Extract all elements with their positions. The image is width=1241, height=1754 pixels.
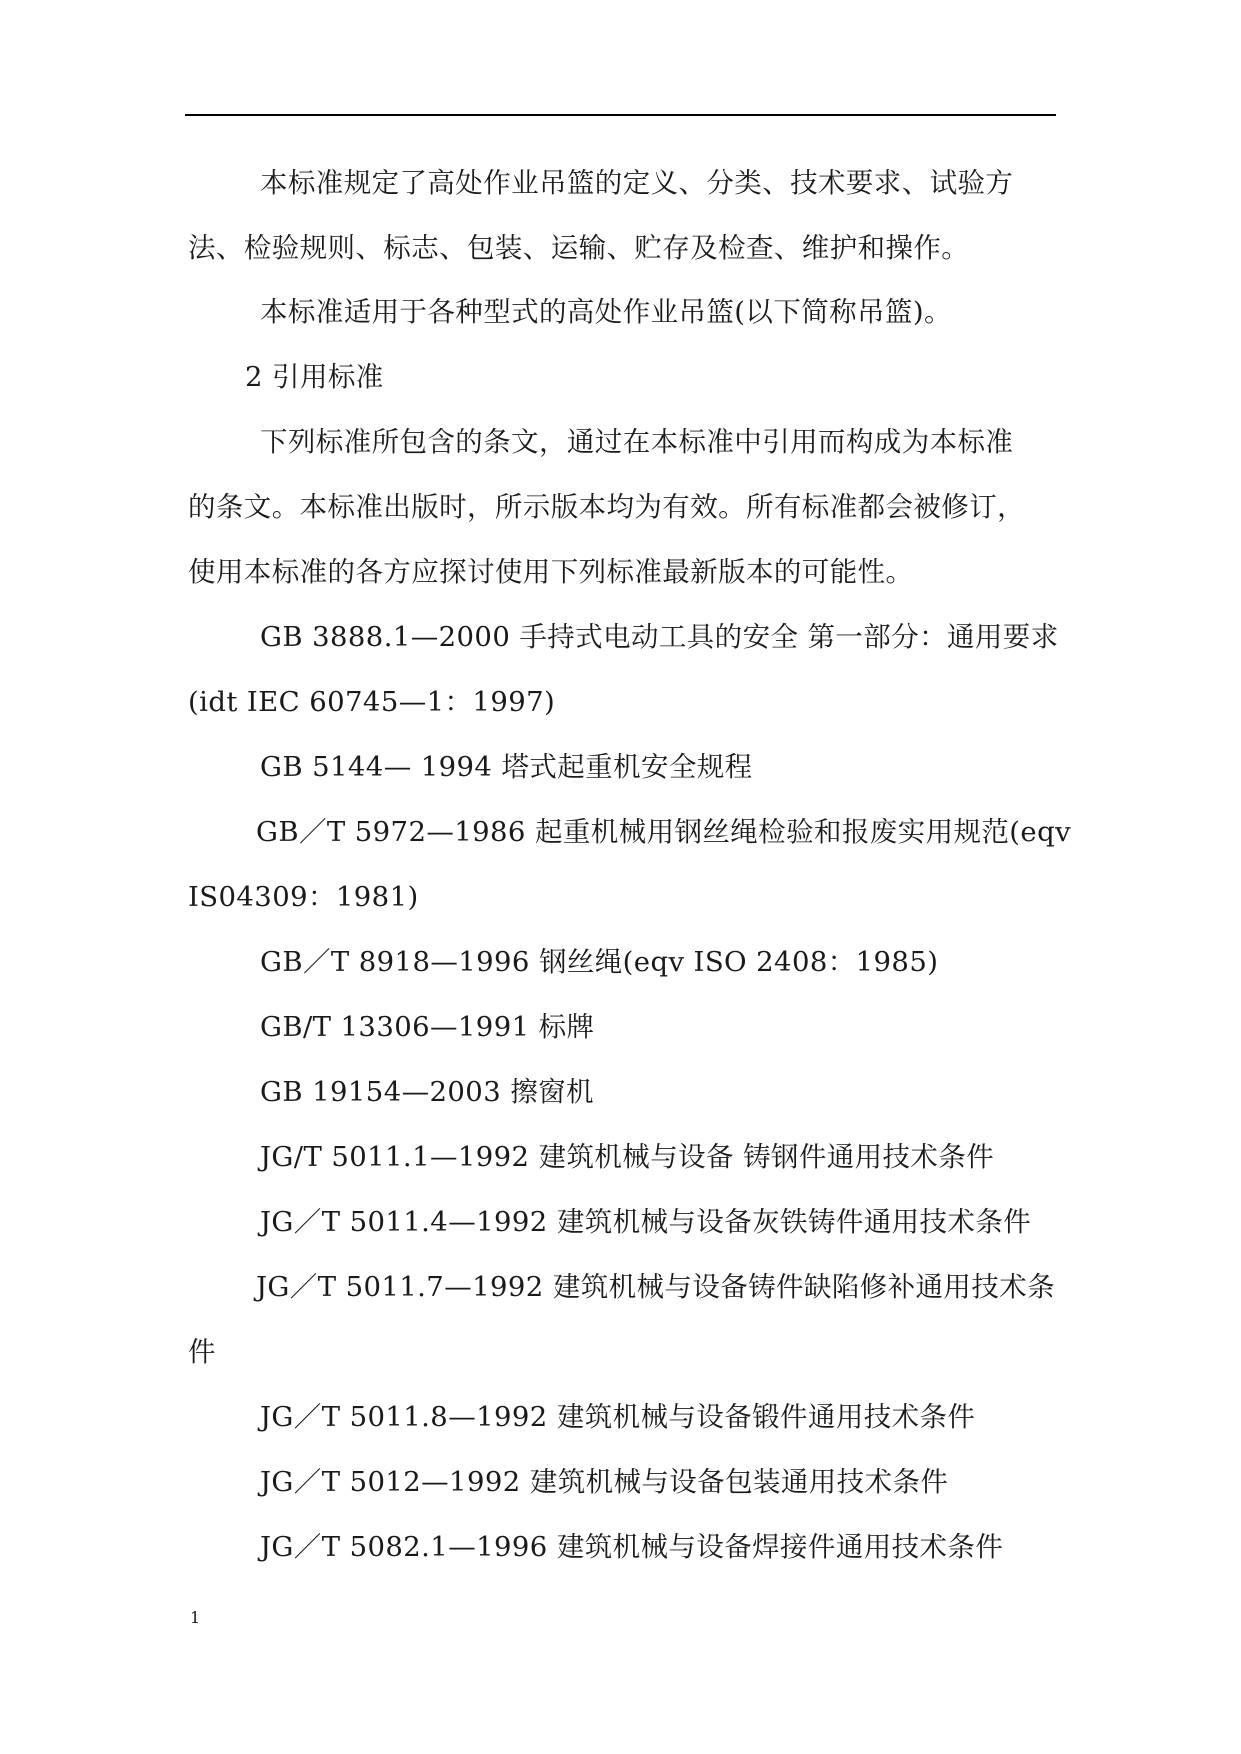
reference-item: JG／T 5012—1992 建筑机械与设备包装通用技术条件: [260, 1466, 949, 1498]
reference-item: GB 3888.1—2000 手持式电动工具的安全 第一部分：通用要求: [260, 621, 1059, 653]
reference-item: GB/T 13306—1991 标牌: [260, 1011, 595, 1043]
reference-item: JG／T 5011.4—1992 建筑机械与设备灰铁铸件通用技术条件: [260, 1206, 1032, 1238]
reference-item-continuation: (idt IEC 60745—1：1997): [188, 686, 556, 718]
paragraph-references-line-2: 的条文。本标准出版时，所示版本均为有效。所有标准都会被修订，: [188, 491, 1025, 523]
paragraph-scope-line-2: 法、检验规则、标志、包装、运输、贮存及检查、维护和操作。: [188, 232, 970, 264]
reference-item: JG／T 5082.1—1996 建筑机械与设备焊接件通用技术条件: [260, 1531, 1004, 1563]
reference-item: GB／T 8918—1996 钢丝绳(eqv ISO 2408：1985): [260, 946, 939, 978]
page-number: 1: [190, 1608, 201, 1627]
reference-item: GB／T 5972—1986 起重机械用钢丝绳检验和报废实用规范(eqv: [256, 816, 1072, 848]
paragraph-applicability: 本标准适用于各种型式的高处作业吊篮(以下简称吊篮)。: [260, 296, 952, 328]
reference-item: GB 19154—2003 擦窗机: [260, 1076, 594, 1108]
reference-item: JG／T 5011.8—1992 建筑机械与设备锻件通用技术条件: [260, 1401, 976, 1433]
section-heading: 2 引用标准: [245, 361, 384, 393]
paragraph-references-line-3: 使用本标准的各方应探讨使用下列标准最新版本的可能性。: [188, 556, 914, 588]
paragraph-scope-line-1: 本标准规定了高处作业吊篮的定义、分类、技术要求、试验方: [260, 167, 1014, 199]
reference-item: JG/T 5011.1—1992 建筑机械与设备 铸钢件通用技术条件: [260, 1141, 995, 1173]
paragraph-references-line-1: 下列标准所包含的条文，通过在本标准中引用而构成为本标准: [260, 426, 1014, 458]
reference-item-continuation: IS04309：1981): [188, 881, 419, 913]
reference-item-continuation: 件: [188, 1336, 216, 1368]
reference-item: GB 5144— 1994 塔式起重机安全规程: [260, 751, 753, 783]
header-rule: [185, 114, 1056, 116]
reference-item: JG／T 5011.7—1992 建筑机械与设备铸件缺陷修补通用技术条: [256, 1271, 1056, 1303]
